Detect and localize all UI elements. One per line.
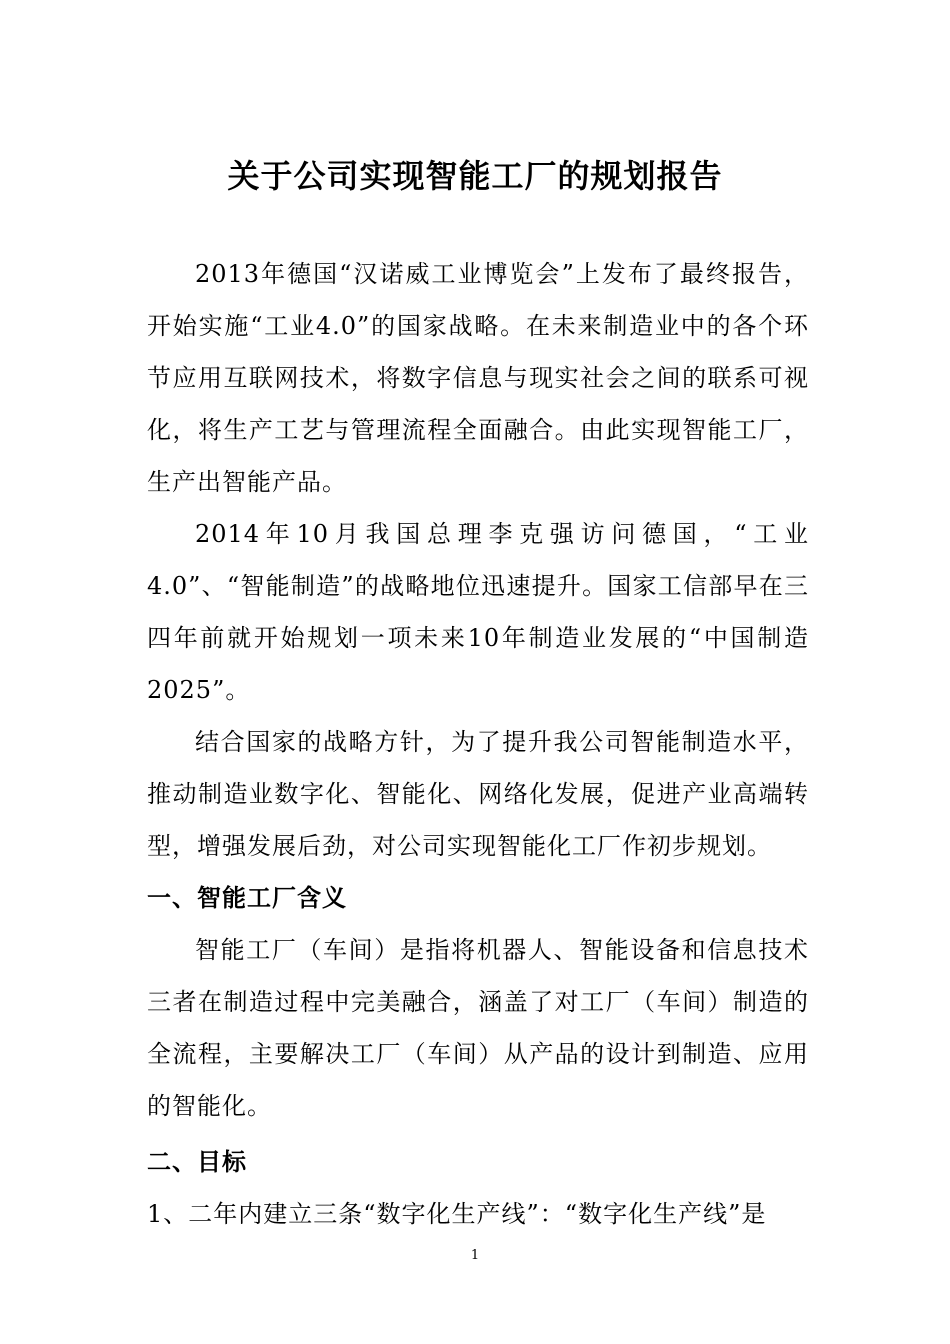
intro-paragraph-2: 2014年10月我国总理李克强访问德国，“工业4.0”、“智能制造”的战略地位迅速提升。国家工信部早在三四年前就开始规划一项未来10年制造业发展的“中国制造2025”。	[147, 520, 809, 704]
goal-item-1: 1、二年内建立三条“数字化生产线”：“数字化生产线”是	[147, 1200, 767, 1228]
smart-factory-definition: 智能工厂（车间）是指将机器人、智能设备和信息技术三者在制造过程中完美融合，涵盖了对工厂（车间）制造的全流程，主要解决工厂（车间）从产品的设计到制造、应用的智能化。	[147, 936, 809, 1120]
document-title: 关于公司实现智能工厂的规划报告	[227, 157, 723, 195]
document-body	[147, 248, 809, 1240]
section-heading-goals: 二、目标	[147, 1148, 247, 1176]
intro-paragraph-1: 2013年德国“汉诺威工业博览会”上发布了最终报告，开始实施“工业4.0”的国家战略。在未来制造业中的各个环节应用互联网技术，将数字信息与现实社会之间的联系可视化，将生产工艺与管理流程全面融合。由此实现智能工厂，生产出智能产品。	[147, 260, 809, 496]
section-heading-smart-factory: 一、智能工厂含义	[147, 884, 347, 912]
page-number: 1	[470, 1248, 480, 1263]
intro-paragraph-3: 结合国家的战略方针，为了提升我公司智能制造水平，推动制造业数字化、智能化、网络化发展，促进产业高端转型，增强发展后劲，对公司实现智能化工厂作初步规划。	[147, 728, 809, 860]
